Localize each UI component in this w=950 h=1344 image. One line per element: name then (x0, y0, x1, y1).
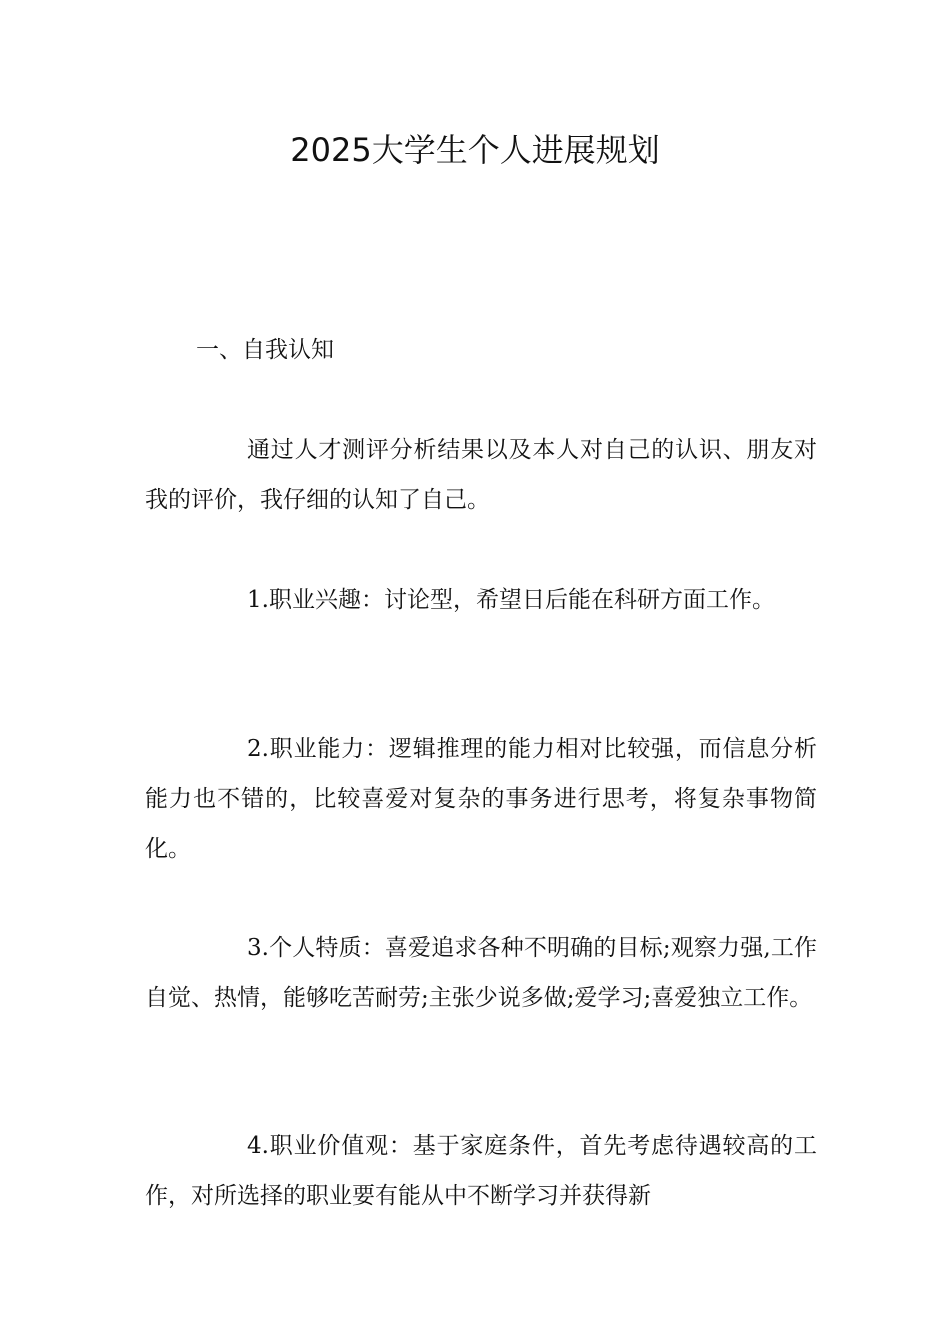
paragraph-intro: 通过人才测评分析结果以及本人对自己的认识、朋友对我的评价，我仔细的认知了自己。 (145, 437, 817, 513)
paragraph-career-values: 4.职业价值观：基于家庭条件，首先考虑待遇较高的工作，对所选择的职业要有能从中不断学习并获得新 (145, 1133, 817, 1209)
document-title: 2025大学生个人进展规划 (290, 131, 660, 169)
section-heading: 一、自我认知 (196, 337, 334, 363)
paragraph-career-interest: 1.职业兴趣：讨论型，希望日后能在科研方面工作。 (247, 587, 775, 613)
paragraph-career-ability: 2.职业能力：逻辑推理的能力相对比较强，而信息分析能力也不错的，比较喜爱对复杂的事务进行思考，将复杂事物简化。 (145, 736, 817, 862)
paragraph-personal-traits: 3.个人特质：喜爱追求各种不明确的目标;观察力强,工作自觉、热情，能够吃苦耐劳;主张少说多做;爱学习;喜爱独立工作。 (145, 935, 817, 1011)
